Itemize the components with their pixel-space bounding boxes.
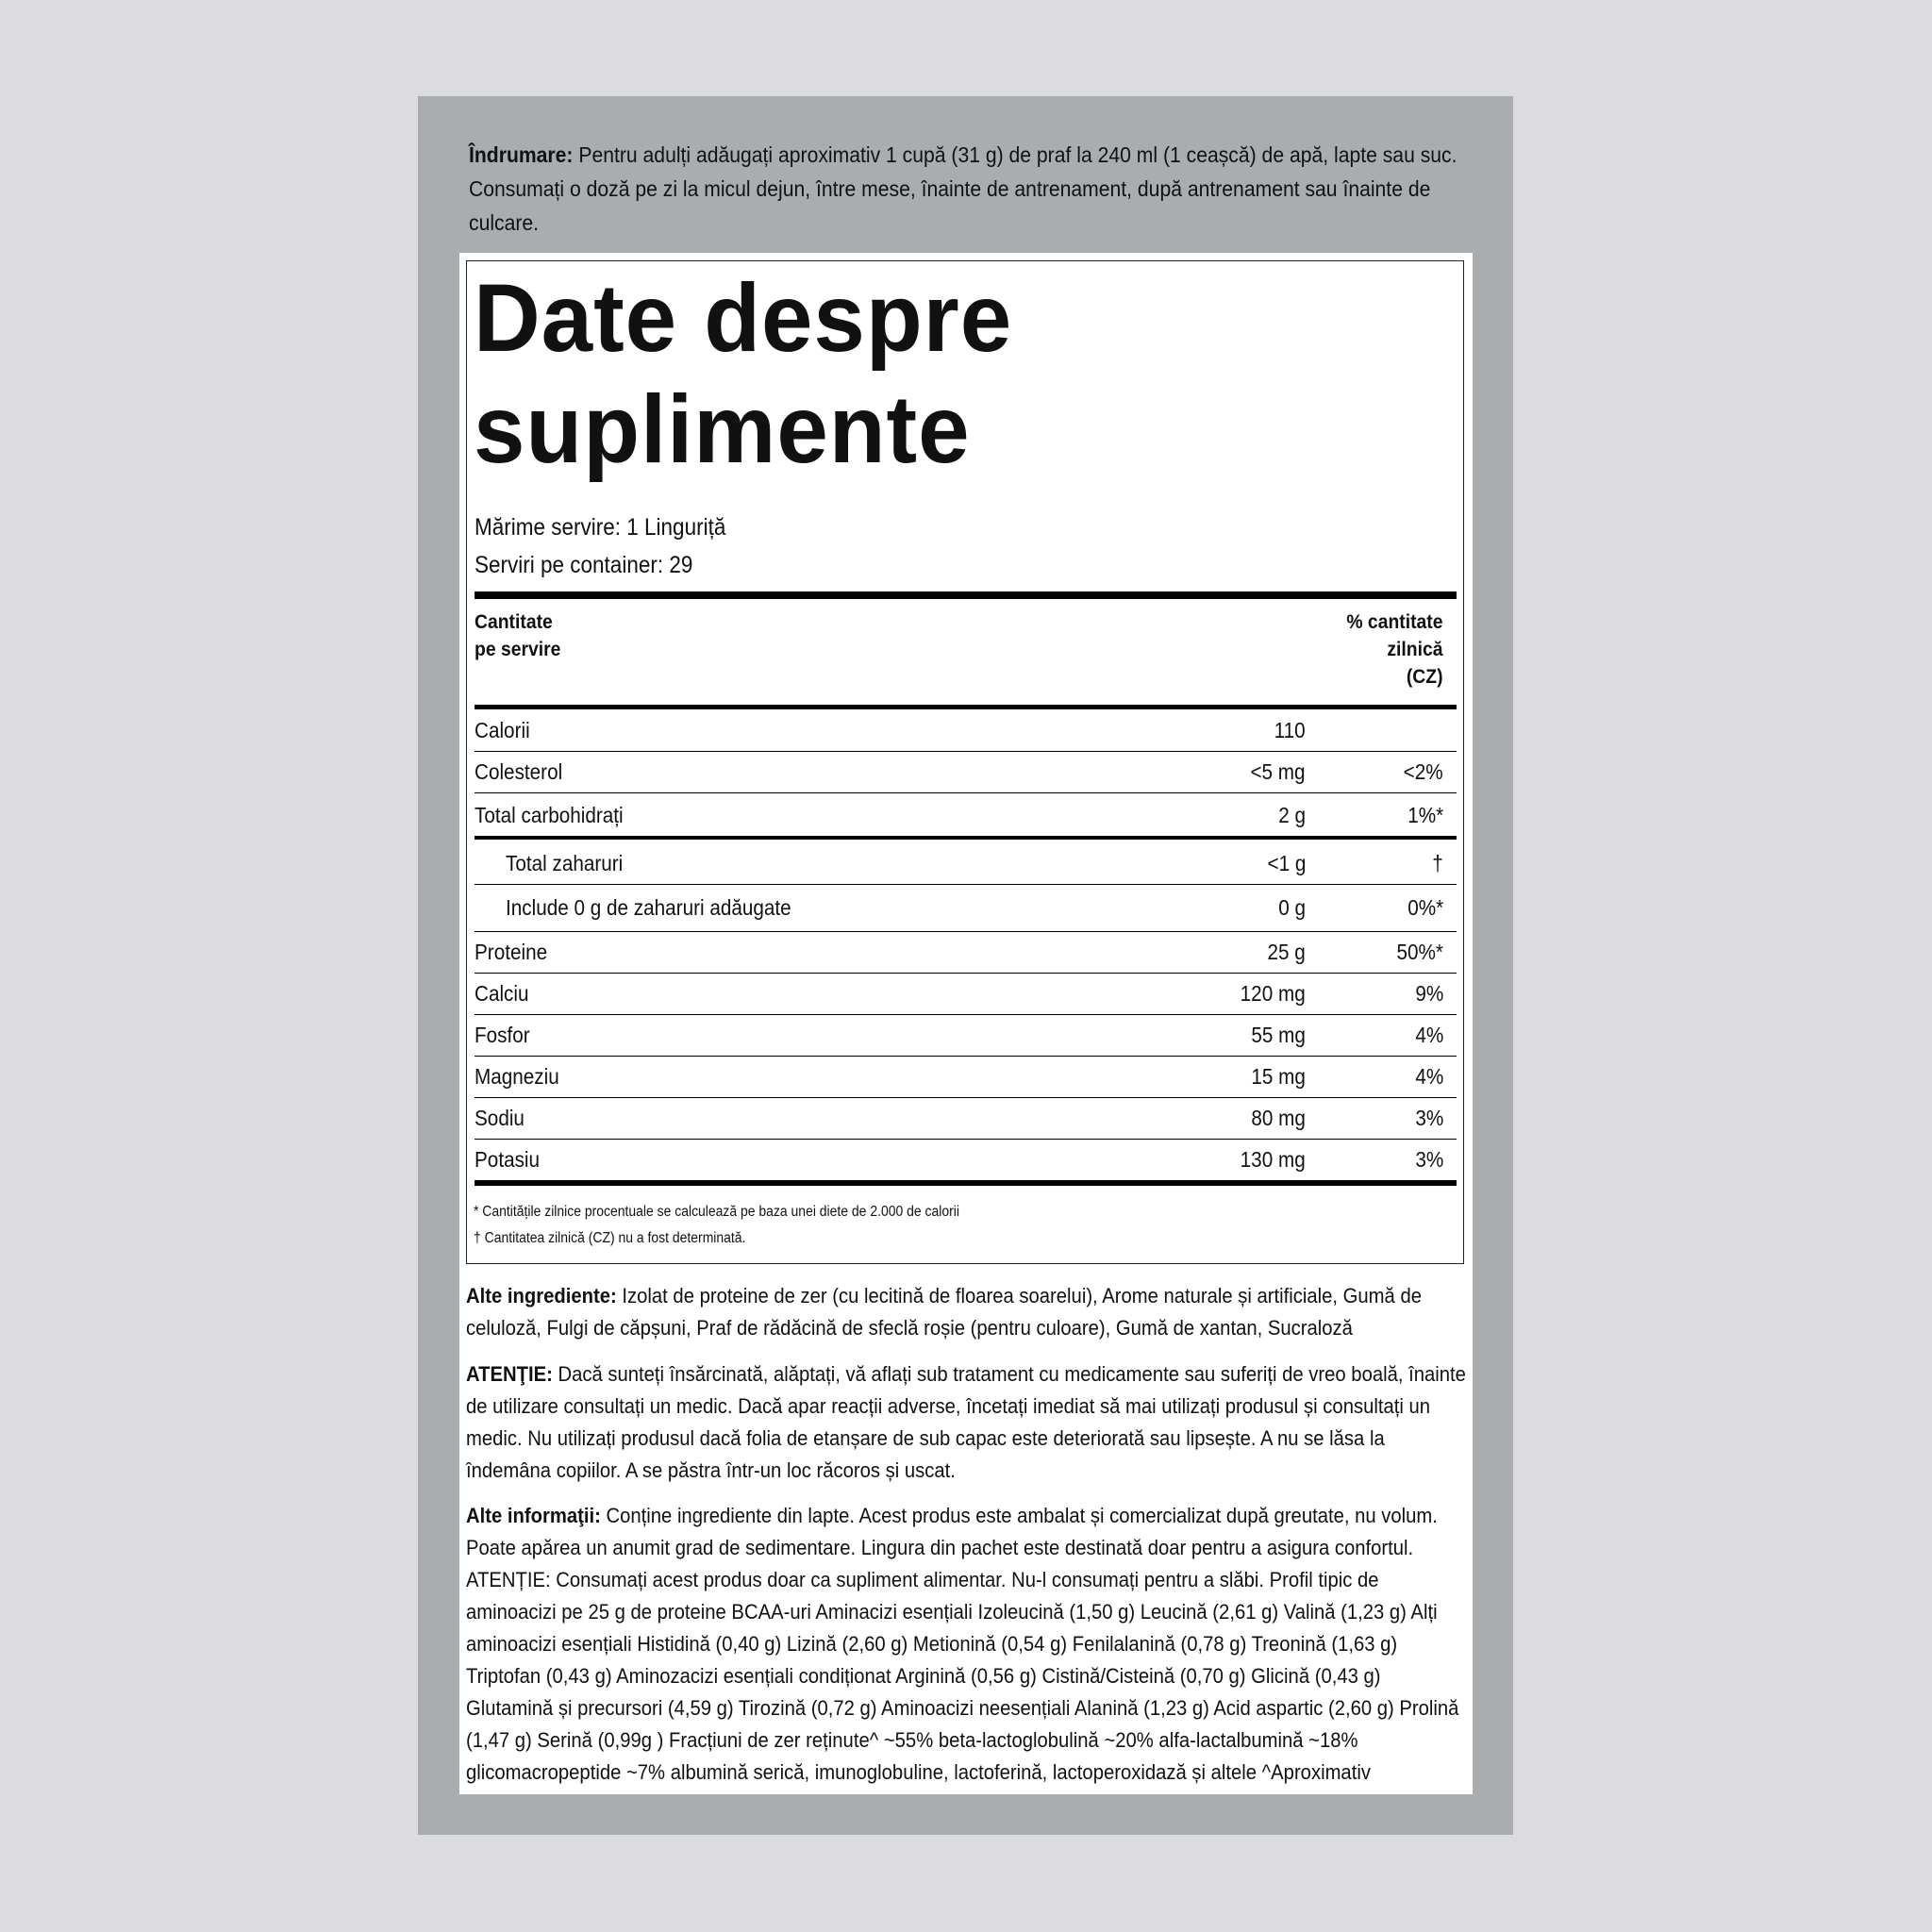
nutrient-name: Total carbohidrați: [475, 803, 624, 827]
nutrient-amount: 2 g: [1278, 803, 1306, 827]
nutrient-daily-value: 3%: [1415, 1106, 1443, 1130]
header-daily-value: % cantitate zilnică (CZ): [1346, 610, 1443, 688]
directions-text: [469, 138, 1469, 240]
nutrient-name: Include 0 g de zaharuri adăugate: [506, 895, 791, 920]
table-row: [475, 931, 1457, 973]
nutrient-name: Magneziu: [475, 1064, 559, 1089]
nutrient-amount: 25 g: [1267, 940, 1306, 964]
nutrient-amount: <1 g: [1267, 851, 1306, 875]
nutrient-daily-value: <2%: [1403, 759, 1443, 784]
table-row: [475, 1056, 1457, 1097]
nutrient-amount: 80 mg: [1251, 1106, 1306, 1130]
other-info-text: Conține ingrediente din lapte. Acest produs este ambalat și comercializat după greutate, nu volum. Poate apărea un anumit grad de sedimentare. Lingura din pachet este destinată doar pentru a asigura confortul. ATENȚIE: Consumați acest produs doar ca supliment alimentar. Nu-l consumați pentru a slăbi. Profil tipic de aminoacizi pe 25 g de proteine BCAA-uri Aminacizi esențiali Izoleucină (1,50 g) Leucină (2,61 g) Valină (1,23 g) Alți aminoacizi esențiali Histidină (0,40 g) Lizină (2,60 g) Metionină (0,54 g) Fenilalanină (0,78 g) Treonină (1,63 g) Triptofan (0,43 g) Aminozacizi esențiali condiționat Arginină (0,56 g) Cistină/Cisteină (0,70 g) Glicină (0,43 g) Glutamină și precursori (4,59 g) Tirozină (0,72 g) Aminoacizi neesențiali Alanină (1,23 g) Acid aspartic (2,60 g) Prolină (1,47 g) Serină (0,99g ) Fracțiuni de zer reținute^ ~55% beta-lactoglobulină ~20% alfa-lactalbumină ~18% glicomacropeptide ~7% albumină serică, imunoglobuline, lactoferină, lactoperoxidază și altele ^Aproximativ: [466, 1504, 1459, 1784]
supplement-facts-title: [474, 262, 1012, 485]
other-ingredients-text: Izolat de proteine de zer (cu lecitină de floarea soarelui), Arome naturale și artificiale, Gumă de celuloză, Fulgi de căpșuni, Praf de rădăcină de sfeclă roșie (pentru culoare), Gumă de xantan, Sucraloză: [466, 1284, 1422, 1340]
table-row: [475, 973, 1457, 1014]
table-row: [475, 842, 1457, 884]
nutrient-daily-value: 3%: [1415, 1147, 1443, 1172]
servings-per-container: Serviri pe container: 29: [475, 552, 693, 578]
other-ingredients: [466, 1280, 1466, 1344]
table-row: [475, 792, 1457, 838]
thick-rule-bottom: [475, 1180, 1457, 1186]
table-row: [475, 1014, 1457, 1056]
header-amount-per-serving: Cantitate pe servire: [475, 610, 561, 660]
table-row: [475, 709, 1457, 751]
nutrient-amount: 55 mg: [1251, 1023, 1306, 1047]
footnote-dagger: † Cantitatea zilnică (CZ) nu a fost determinată.: [474, 1230, 746, 1246]
table-row: [475, 1139, 1457, 1180]
warning-label: ATENŢIE:: [466, 1362, 553, 1386]
serving-size: Mărime servire: 1 Linguriță: [475, 514, 726, 541]
nutrient-amount: 110: [1274, 718, 1306, 742]
nutrient-name: Calorii: [475, 718, 530, 742]
nutrient-amount: 130 mg: [1240, 1147, 1306, 1172]
directions-body: Pentru adulți adăugați aproximativ 1 cupă (31 g) de praf la 240 ml (1 ceașcă) de apă, lapte sau suc. Consumați o doză pe zi la micul dejun, între mese, înainte de antrenament, după antrenament sau înainte de culcare.: [469, 142, 1457, 235]
nutrient-daily-value: 50%*: [1396, 940, 1443, 964]
title-line-2: suplimente: [474, 375, 971, 483]
nutrient-amount: 120 mg: [1240, 981, 1306, 1006]
nutrient-name: Potasiu: [475, 1147, 541, 1172]
nutrient-amount: 0 g: [1278, 895, 1306, 920]
directions-label: Îndrumare:: [469, 142, 574, 167]
warning: [466, 1358, 1466, 1487]
nutrient-daily-value: 9%: [1415, 981, 1443, 1006]
nutrient-daily-value: 4%: [1415, 1064, 1443, 1089]
nutrient-name: Fosfor: [475, 1023, 530, 1047]
footnote-daily-value: * Cantitățile zilnice procentuale se calculează pe baza unei diete de 2.000 de calorii: [474, 1204, 959, 1220]
table-row: [475, 1097, 1457, 1139]
nutrient-name: Calciu: [475, 981, 529, 1006]
nutrient-name: Proteine: [475, 940, 548, 964]
nutrient-name: Total zaharuri: [506, 851, 624, 875]
other-information: [466, 1500, 1466, 1789]
table-row: [475, 751, 1457, 792]
nutrient-amount: <5 mg: [1250, 759, 1306, 784]
table-row: [475, 884, 1457, 931]
nutrient-daily-value: 0%*: [1407, 895, 1443, 920]
nutrient-name: Sodiu: [475, 1106, 525, 1130]
title-line-1: Date despre: [474, 264, 1013, 372]
thick-rule-top: [475, 591, 1457, 599]
thick-row-divider: [475, 836, 1457, 840]
nutrient-daily-value: †: [1432, 851, 1443, 875]
other-ingredients-label: Alte ingrediente:: [466, 1284, 617, 1307]
nutrient-name: Colesterol: [475, 759, 563, 784]
nutrient-daily-value: 1%*: [1407, 803, 1443, 827]
warning-text: Dacă sunteți însărcinată, alăptați, vă aflați sub tratament cu medicamente sau suferiți de vreo boală, înainte de utilizare consultați un medic. Dacă apar reacții adverse, încetați imediat să mai utilizați produsul și consultați un medic. Nu utilizați produsul dacă folia de etanșare de sub capac este deteriorată sau lipsește. A nu se lăsa la îndemâna copiilor. A se păstra într-un loc răcoros și uscat.: [466, 1362, 1466, 1482]
nutrient-amount: 15 mg: [1251, 1064, 1306, 1089]
other-info-label: Alte informaţii:: [466, 1504, 601, 1527]
nutrient-daily-value: 4%: [1415, 1023, 1443, 1047]
